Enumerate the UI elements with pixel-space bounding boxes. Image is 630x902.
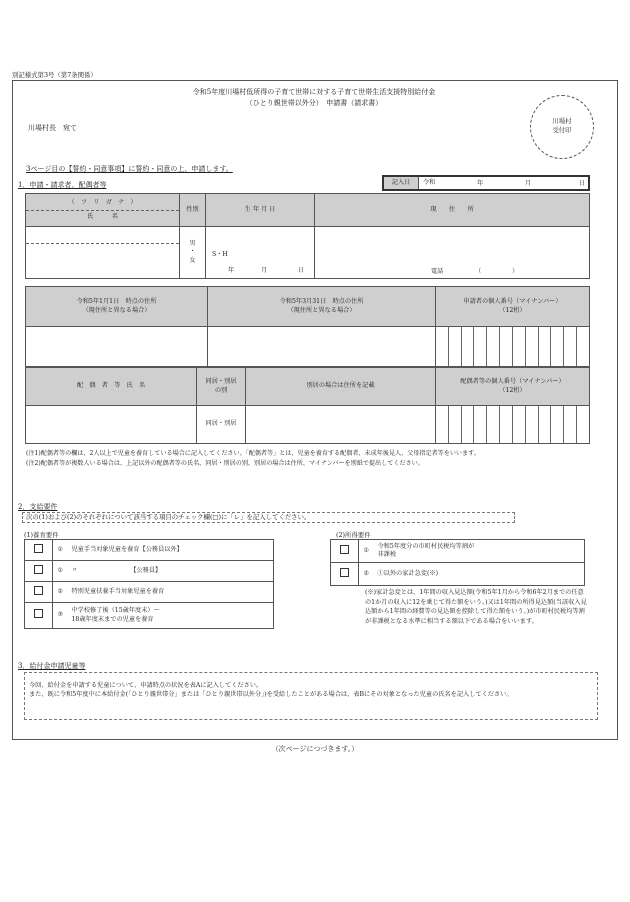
phone-label: 電話 <box>431 268 444 275</box>
cohabitation-header <box>197 368 246 406</box>
raising-text-3: 特別児童扶養手当対象児童を養育 <box>68 582 274 603</box>
stamp-line1: 川場村 <box>552 117 572 125</box>
separate-address-header: 別居の場合は住所を記載 <box>246 368 436 406</box>
section1-heading: 1．申請・請求者、配偶者等 <box>18 181 107 189</box>
mar-address-note: （現住所と異なる場合） <box>287 306 356 314</box>
checkbox-icon <box>34 609 43 618</box>
applicant-mynumber-field[interactable] <box>436 327 590 367</box>
income-num-2: ② <box>359 563 374 586</box>
spouse-mynumber-field[interactable] <box>436 406 590 444</box>
date-month: 月 <box>525 180 532 187</box>
raising-text-2: 〃 【公務員】 <box>68 561 274 582</box>
raising-num-3: ② <box>53 582 68 603</box>
section2-heading: 2．支給要件 <box>18 503 58 511</box>
jan-address-note: （現住所と異なる場合） <box>82 306 151 314</box>
section3-box <box>24 672 598 720</box>
raising-num-2: ① <box>53 561 68 582</box>
applicant-mynumber-digits <box>436 327 589 366</box>
income-text-2: ①以外の家計急変(※) <box>374 563 585 586</box>
address-history-table <box>25 286 590 367</box>
spouse-mynumber-title: 配偶者等の個人番号（マイナンバー） <box>460 378 565 386</box>
date-era: 令和 <box>423 178 436 186</box>
form-number: 別記様式第3号（第7条関係） <box>12 71 97 79</box>
income-requirement-table <box>330 539 585 586</box>
spouse-name-header: 配 偶 者 等 氏 名 <box>26 368 197 406</box>
phone-field[interactable]: （ ） <box>475 268 519 275</box>
income-requirement-heading: (2)所得要件 <box>336 531 371 539</box>
raising-checkbox-1[interactable] <box>25 540 53 561</box>
section3-text-1: 今回、給付金を申請する児童について、申請時点の状況を表Aに記入してください。 <box>29 682 263 689</box>
income-checkbox-1[interactable] <box>331 540 359 563</box>
section3-heading: 3．給付金申請児童等 <box>18 662 86 670</box>
form-title-line1: 令和5年度川場村低所得の子育て世帯に対する子育て世帯生活支援特別給付金 <box>192 88 436 96</box>
checkbox-icon <box>34 565 43 574</box>
cohabitation-field[interactable]: 同居・別居 <box>197 406 246 444</box>
current-address-field[interactable] <box>315 227 590 279</box>
date-year: 年 <box>477 180 484 187</box>
spouse-mynumber-note: （12桁） <box>499 386 526 394</box>
mar-address-field[interactable] <box>208 327 436 367</box>
mar-address-header <box>208 287 436 327</box>
consent-instruction: 3ページ目の【誓約・同意事項】に誓約・同意の上、申請します。 <box>26 165 233 173</box>
entry-date-label: 記入日 <box>383 176 419 190</box>
raising-text-1: 児童手当対象児童を養育【公務員以外】 <box>68 540 274 561</box>
form-title-line2: （ひとり親世帯以外分） 申請書（請求書） <box>245 99 383 107</box>
raising-checkbox-3[interactable] <box>25 582 53 603</box>
birth-day: 日 <box>298 267 305 274</box>
spouse-mynumber-header <box>436 368 590 406</box>
continued-footer: （次ページにつづきます。） <box>271 745 359 753</box>
reception-stamp <box>530 95 594 159</box>
household-change-note: (※)家計急変とは、1年間の収入見込額(令和5年1月から令和6年2月までの任意の1か月の収入に12を乗じて得た額をいう。)又は1年間の所得見込額(当該収入見込額から1年間の経費等の見込額を控除して得た額をいう。)が市町村民税均等割が非課税となる水準に相当する額以下である場合をいいます。 <box>365 589 587 625</box>
note-1: (注1)配偶者等の欄は、2人以上で児童を養育している場合に記入してください。「配偶者等」とは、児童を養育する配偶者、未成年後見人、父母指定者等をいいます。 <box>26 450 480 457</box>
raising-requirement-table <box>24 539 274 629</box>
separate-address-field[interactable] <box>246 406 436 444</box>
birthdate-header: 生 年 月 日 <box>206 194 315 227</box>
income-num-1: ① <box>359 540 374 563</box>
spouse-table <box>25 367 590 444</box>
applicant-mynumber-header <box>436 287 590 327</box>
birth-year: 年 <box>228 267 235 274</box>
addressee: 川場村長 宛て <box>28 124 77 132</box>
name-header: 氏 名 <box>87 212 118 220</box>
birth-era: S・H <box>212 251 228 258</box>
checkbox-icon <box>34 544 43 553</box>
raising-checkbox-2[interactable] <box>25 561 53 582</box>
income-checkbox-2[interactable] <box>331 563 359 586</box>
spouse-mynumber-digits <box>436 406 589 443</box>
section3-text-2: また、既に令和5年度中に本給付金(「ひとり親世帯分」または「ひとり親世帯以外分」)を受給したことがある場合は、表Bにその対象となった児童の氏名を記入してください。 <box>29 691 513 699</box>
raising-requirement-heading: (1)養育要件 <box>24 531 59 539</box>
checkbox-icon <box>340 568 349 577</box>
income-text-1: 令和5年度分の市町村民税均等割が 非課税 <box>374 540 585 563</box>
note-2: (注2)配偶者等が複数人いる場合は、上記以外の配偶者等の氏名、同居・別居の別、別居の場合は住所、マイナンバーを別紙で提出してください。 <box>26 460 424 467</box>
jan-address-field[interactable] <box>26 327 208 367</box>
gender-field[interactable]: 男 ・ 女 <box>180 227 206 279</box>
checkbox-icon <box>34 586 43 595</box>
jan-address-header <box>26 287 208 327</box>
date-day: 日 <box>579 180 586 187</box>
section2-instruction: 次の(1)および(2)のそれぞれについて該当する項目のチェック欄(□)に「レ」を記入してください。 <box>22 512 515 523</box>
mar-address-title: 令和5年3月31日 時点の住所 <box>279 298 364 306</box>
raising-text-4: 中学校修了後（15歳年度末）～ 18歳年度末までの児童を養育 <box>68 603 274 629</box>
gender-header: 性別 <box>180 194 206 227</box>
cohabitation-note: の別 <box>214 386 228 394</box>
furigana-name-header <box>26 194 180 227</box>
stamp-line2: 受付印 <box>552 126 572 134</box>
raising-num-4: ③ <box>53 603 68 629</box>
applicant-mynumber-note: （12桁） <box>499 306 526 314</box>
jan-address-title: 令和5年1月1日 時点の住所 <box>76 298 157 306</box>
raising-num-1: ① <box>53 540 68 561</box>
applicant-mynumber-title: 申請者の個人番号（マイナンバー） <box>463 298 562 306</box>
applicant-name-field[interactable] <box>26 227 180 279</box>
address-header: 現 住 所 <box>315 194 590 227</box>
entry-date-table <box>382 175 590 191</box>
spouse-name-field[interactable] <box>26 406 197 444</box>
applicant-table <box>25 193 590 279</box>
furigana-header: （ フ リ ガ ナ ） <box>68 199 137 207</box>
raising-checkbox-4[interactable] <box>25 603 53 629</box>
birthdate-field[interactable] <box>206 227 315 279</box>
cohabitation-title: 同居・別居 <box>205 378 237 386</box>
birth-month: 月 <box>261 267 268 274</box>
checkbox-icon <box>340 545 349 554</box>
entry-date-field[interactable] <box>419 176 590 190</box>
